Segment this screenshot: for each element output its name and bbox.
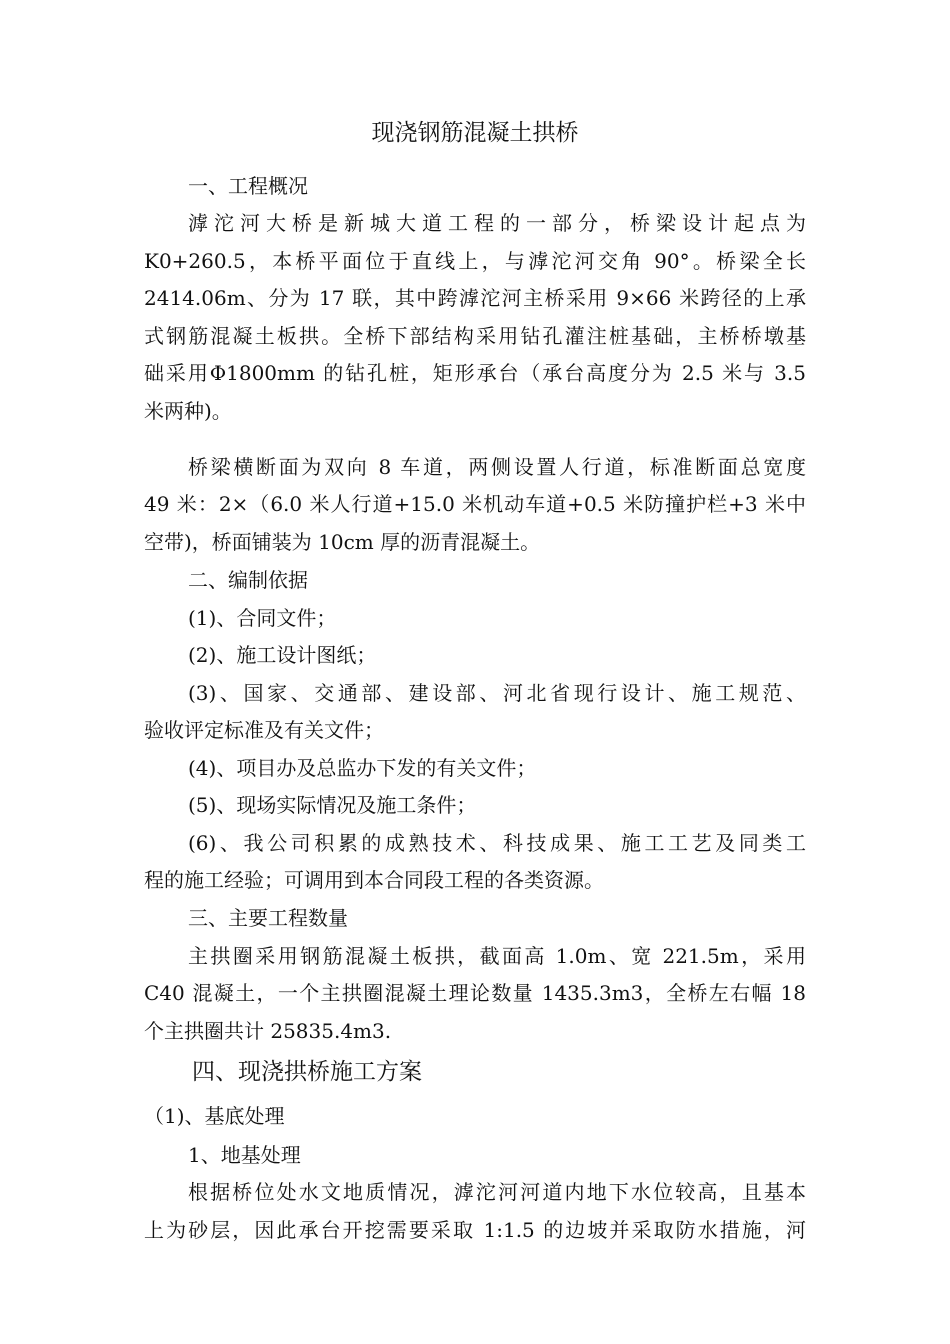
list-item: 验收评定标准及有关文件；	[144, 718, 384, 742]
paragraph-line: 滹沱河大桥是新城大道工程的一部分，桥梁设计起点为	[188, 211, 806, 235]
subsection-heading: 1、地基处理	[188, 1143, 301, 1167]
paragraph-line: 米两种)。	[144, 399, 232, 423]
paragraph-line: 桥梁横断面为双向 8 车道，两侧设置人行道，标准断面总宽度	[188, 455, 806, 479]
paragraph-line: K0+260.5，本桥平面位于直线上，与滹沱河交角 90°。桥梁全长	[144, 249, 806, 273]
paragraph-line: 根据桥位处水文地质情况，滹沱河河道内地下水位较高，且基本	[188, 1180, 806, 1204]
paragraph-line: 式钢筋混凝土板拱。全桥下部结构采用钻孔灌注桩基础，主桥桥墩基	[144, 324, 806, 348]
list-item: (1)、合同文件；	[188, 606, 337, 630]
section-4-heading: 四、现浇拱桥施工方案	[192, 1059, 422, 1085]
paragraph-line: 2414.06m、分为 17 联，其中跨滹沱河主桥采用 9×66 米跨径的上承	[144, 286, 806, 310]
paragraph-line: 个主拱圈共计 25835.4m3.	[144, 1019, 392, 1043]
list-item: (2)、施工设计图纸；	[188, 643, 377, 667]
paragraph-line: 础采用Φ1800mm 的钻孔桩，矩形承台（承台高度分为 2.5 米与 3.5	[144, 361, 806, 385]
paragraph-line: 49 米：2×（6.0 米人行道+15.0 米机动车道+0.5 米防撞护栏+3 米中	[144, 492, 806, 516]
list-item: (5)、现场实际情况及施工条件；	[188, 793, 477, 817]
paragraph-line: C40 混凝土，一个主拱圈混凝土理论数量 1435.3m3，全桥左右幅 18	[144, 981, 806, 1005]
section-2-heading: 二、编制依据	[188, 568, 308, 592]
list-item: (4)、项目办及总监办下发的有关文件；	[188, 756, 537, 780]
section-3-heading: 三、主要工程数量	[188, 906, 348, 930]
paragraph-line: 上为砂层，因此承台开挖需要采取 1:1.5 的边坡并采取防水措施，河	[144, 1218, 806, 1242]
paragraph-line: 主拱圈采用钢筋混凝土板拱，截面高 1.0m、宽 221.5m，采用	[188, 944, 806, 968]
paragraph-line: 空带)，桥面铺装为 10cm 厚的沥青混凝土。	[144, 530, 541, 554]
subsection-heading: （1)、基底处理	[144, 1104, 285, 1128]
list-item: (6)、我公司积累的成熟技术、科技成果、施工工艺及同类工	[188, 831, 806, 855]
list-item: (3)、国家、交通部、建设部、河北省现行设计、施工规范、	[188, 681, 806, 705]
section-1-heading: 一、工程概况	[188, 174, 308, 198]
list-item: 程的施工经验；可调用到本合同段工程的各类资源。	[144, 868, 604, 892]
document-title: 现浇钢筋混凝土拱桥	[371, 120, 579, 146]
